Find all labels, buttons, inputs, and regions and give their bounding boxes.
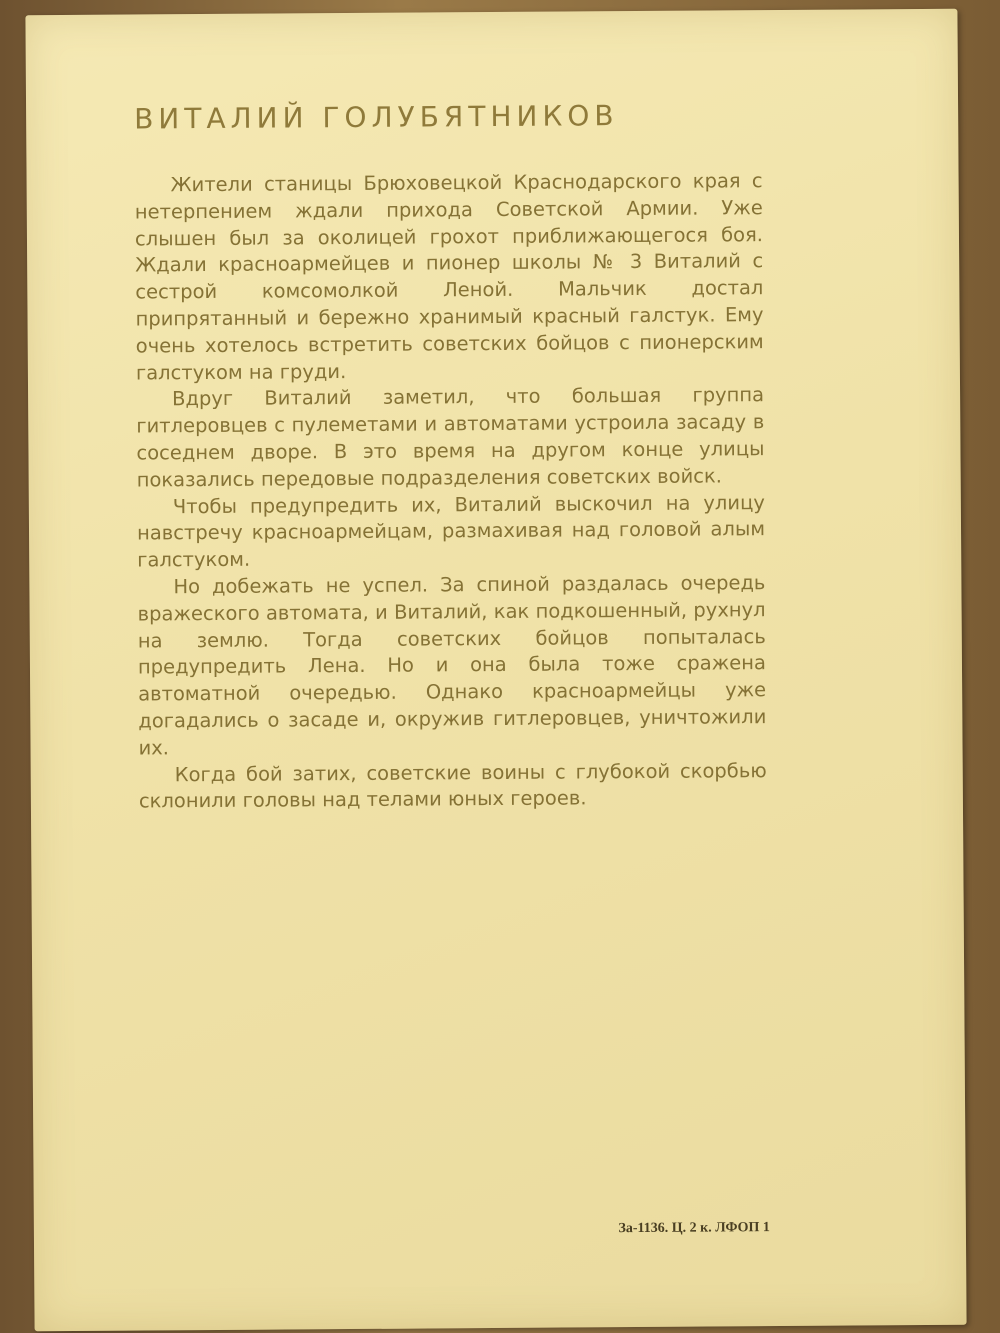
story-text xyxy=(135,168,767,815)
postcard-back xyxy=(25,9,966,1331)
paragraph-4: Но добежать не успел. За спиной раздалась очередь вражеского автомата, и Виталий, как подкошенный, рухнул на землю. Тогда советских бойцов попыталась предупредить Лена. Но и она была тоже сражена автоматной очередью. Однако красноармейцы уже догадались о засаде и, окружив гитлеровцев, уничтожили их. xyxy=(137,571,767,760)
paragraph-3: Чтобы предупредить их, Виталий выскочил на улицу навстречу красноармейцам, размахивая над головой алым галстуком. xyxy=(136,490,766,572)
paragraph-1: Жители станицы Брюховецкой Краснодарского края с нетерпением ждали прихода Советской Армии. Уже слышен был за околицей грохот приближающегося боя. Ждали красноармейцев и пионер школы № 3 Виталий с сестрой комсомолкой Леной. Мальчик достал припрятанный и бережно хранимый красный галстук. Ему очень хотелось встретить советских бойцов с пионерским галстуком на груди. xyxy=(134,169,764,385)
paragraph-2: Вдруг Виталий заметил, что большая группа гитлеровцев с пулеметами и автоматами устроила засаду в соседнем дворе. В это время на другом конце улицы показались передовые подразделения советских войск. xyxy=(136,383,765,492)
page-title: ВИТАЛИЙ ГОЛУБЯТНИКОВ xyxy=(134,99,619,136)
print-imprint: За-1136. Ц. 2 к. ЛФОП 1 xyxy=(618,1220,770,1237)
paragraph-5: Когда бой затих, советские воины с глубокой скорбью склонили головы над телами юных героев. xyxy=(138,758,767,813)
